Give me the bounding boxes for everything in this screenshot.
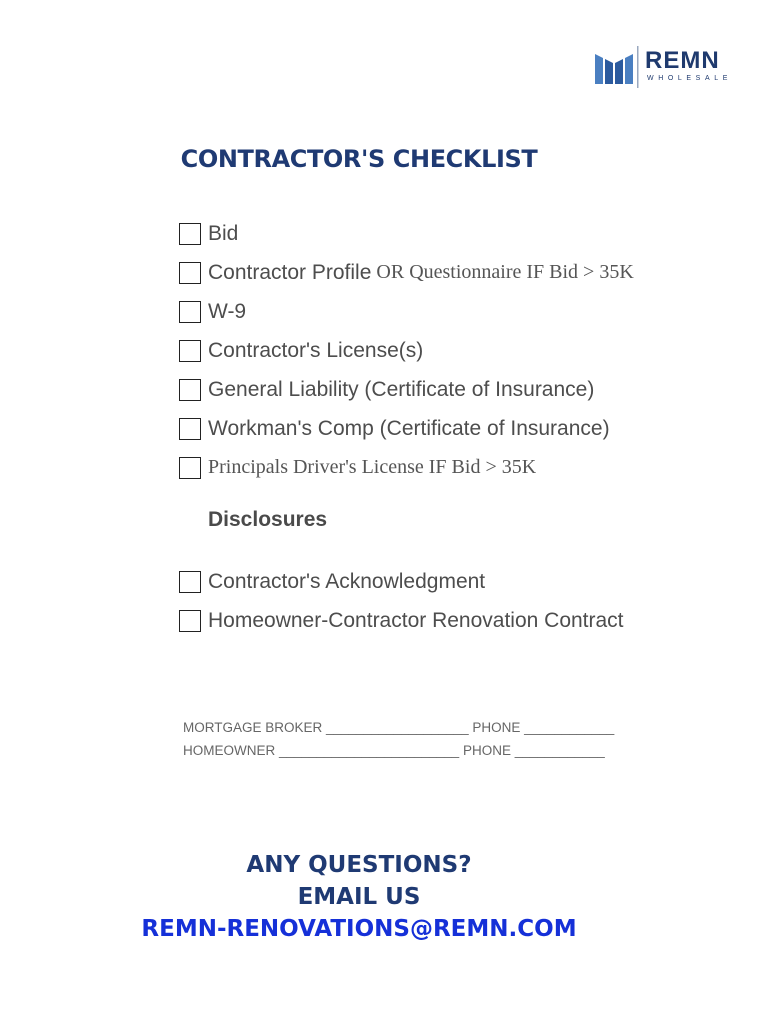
checkbox[interactable] <box>179 223 201 245</box>
checkbox[interactable] <box>179 262 201 284</box>
checkbox[interactable] <box>179 457 201 479</box>
checklist-item-drivers-license <box>179 448 634 487</box>
checklist-item-general-liability <box>179 370 634 409</box>
checklist-item-label: Workman's Comp (Certificate of Insurance) <box>208 416 610 440</box>
checklist-item-workmans-comp <box>179 409 634 448</box>
checklist-item-w9 <box>179 292 634 331</box>
email-us-heading: EMAIL US <box>297 884 421 910</box>
logo-wordmark: REMN <box>645 47 720 74</box>
checklist-item-label: Homeowner-Contractor Renovation Contract <box>208 608 624 632</box>
page-title: CONTRACTOR'S CHECKLIST <box>180 145 538 173</box>
remn-building-logo-icon <box>593 44 641 90</box>
checklist-item-label: Contractor Profile <box>208 260 372 284</box>
checklist-item-contractor-acknowledgment <box>179 562 624 601</box>
checklist-item-bid <box>179 214 634 253</box>
contact-fields <box>183 716 614 762</box>
homeowner-line[interactable]: HOMEOWNER ________________________ PHONE ____________ <box>183 743 605 758</box>
disclosures-checklist <box>179 562 624 640</box>
checklist-item-contractor-profile <box>179 253 634 292</box>
checklist-item-label: Contractor's License(s) <box>208 338 424 362</box>
contact-footer <box>0 849 770 945</box>
checklist-item-condition: OR Questionnaire IF Bid > 35K <box>371 261 634 283</box>
checklist-item-label: Contractor's Acknowledgment <box>208 569 486 593</box>
checkbox[interactable] <box>179 571 201 593</box>
contact-email-link[interactable]: REMN-RENOVATIONS@REMN.COM <box>141 916 577 942</box>
checklist-item-label: General Liability (Certificate of Insurance) <box>208 377 595 401</box>
checklist-item-label: Principals Driver's License IF Bid > 35K <box>208 456 537 478</box>
checklist-item-label: W-9 <box>208 299 247 323</box>
checkbox[interactable] <box>179 340 201 362</box>
checkbox[interactable] <box>179 301 201 323</box>
document-checklist <box>179 214 634 487</box>
checkbox[interactable] <box>179 418 201 440</box>
disclosures-heading: Disclosures <box>208 508 328 531</box>
questions-heading: ANY QUESTIONS? <box>246 852 472 878</box>
checklist-item-label: Bid <box>208 221 239 245</box>
checkbox[interactable] <box>179 610 201 632</box>
mortgage-broker-line[interactable]: MORTGAGE BROKER ___________________ PHONE ____________ <box>183 720 615 735</box>
checkbox[interactable] <box>179 379 201 401</box>
checklist-item-renovation-contract <box>179 601 624 640</box>
logo-subtitle: WHOLESALE <box>647 75 732 82</box>
checklist-item-contractor-license <box>179 331 634 370</box>
remn-wholesale-logo <box>593 44 733 90</box>
